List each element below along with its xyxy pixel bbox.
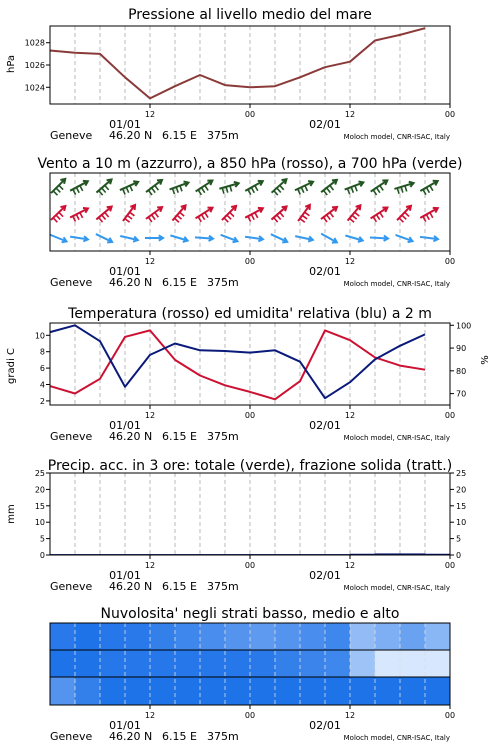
model-credit: Moloch model, CNR-ISAC, Italy bbox=[343, 584, 450, 592]
location-lon: 6.15 E bbox=[162, 129, 197, 142]
location-lat: 46.20 N bbox=[109, 580, 153, 593]
cloud-cell bbox=[275, 677, 301, 705]
wind-gridlines bbox=[75, 173, 425, 251]
cloud-cell bbox=[200, 650, 226, 677]
cloud-cell bbox=[400, 677, 426, 705]
x-tick-label: 00 bbox=[244, 711, 256, 720]
wind-barb bbox=[170, 182, 189, 195]
x-tick-label: 00 bbox=[244, 110, 256, 119]
cloud-panel bbox=[50, 606, 455, 743]
cloud-cell bbox=[350, 650, 376, 677]
precip-frame bbox=[50, 473, 450, 555]
x-tick-label: 00 bbox=[244, 257, 256, 266]
wind-barb-feather bbox=[230, 212, 234, 216]
location-alt: 375m bbox=[207, 430, 239, 443]
wind-barb bbox=[219, 182, 238, 194]
precip-panel bbox=[6, 458, 466, 593]
wind-barb-feather bbox=[125, 219, 130, 223]
y-tick-label: 20 bbox=[456, 485, 467, 495]
cloud-cell bbox=[325, 650, 351, 677]
wind-barb bbox=[420, 208, 437, 222]
wind-barb-feather bbox=[172, 188, 174, 194]
x-tick-label: 12 bbox=[344, 257, 356, 266]
wind-barb-feather bbox=[174, 218, 179, 222]
y-tick-label: 8 bbox=[39, 347, 45, 357]
wind-barb bbox=[370, 236, 388, 241]
pressure-ylabel: hPa bbox=[6, 54, 17, 74]
wind-barb bbox=[394, 182, 413, 194]
wind-barb-feather bbox=[347, 189, 349, 195]
cloud-cell bbox=[300, 623, 326, 650]
wind-barb bbox=[123, 205, 135, 222]
cloud-cell bbox=[400, 650, 426, 677]
cloud-cell bbox=[50, 650, 76, 677]
y-tick-label: 70 bbox=[456, 389, 467, 399]
wind-barb bbox=[295, 236, 313, 241]
wind-barb-feather bbox=[280, 212, 284, 217]
cloud-cell bbox=[250, 623, 276, 650]
wind-barb-feather bbox=[305, 212, 310, 216]
cloud-cell bbox=[375, 623, 401, 650]
wind-barb-feather bbox=[251, 187, 254, 192]
wind-barb bbox=[221, 235, 238, 242]
precip-ylabel: mm bbox=[6, 504, 17, 524]
pressure-yticks bbox=[25, 39, 50, 93]
x-tick-label: 12 bbox=[344, 561, 356, 570]
cloud-cell bbox=[425, 623, 451, 650]
wind-barb-feather bbox=[255, 186, 258, 191]
y-tick-label: 0 bbox=[39, 551, 45, 560]
cloud-heatmap bbox=[50, 623, 451, 705]
wind-barb-feather bbox=[127, 215, 132, 219]
cloud-cell bbox=[225, 623, 251, 650]
y-tick-label: 2 bbox=[39, 396, 45, 406]
location-name: Geneve bbox=[50, 730, 93, 743]
wind-barb bbox=[245, 208, 263, 222]
precip-yticks bbox=[35, 469, 50, 560]
wind-barb bbox=[348, 205, 361, 222]
wind-barb-feather bbox=[130, 186, 132, 191]
wind-barb-feather bbox=[277, 188, 281, 192]
location-lon: 6.15 E bbox=[162, 580, 197, 593]
wind-barb bbox=[271, 234, 287, 242]
date-label: 02/01 bbox=[309, 419, 341, 432]
cloud-cell bbox=[225, 677, 251, 705]
wind-barb bbox=[321, 234, 337, 243]
wind-barb-feather bbox=[397, 188, 399, 194]
wind-barb-feather bbox=[423, 190, 426, 195]
x-tick-label: 12 bbox=[344, 411, 356, 420]
cloud-cell bbox=[350, 677, 376, 705]
precip-title: Precip. acc. in 3 ore: totale (verde), frazione solida (tratt.) bbox=[47, 458, 453, 474]
cloud-cell bbox=[100, 650, 126, 677]
wind-barb-feather bbox=[80, 213, 83, 218]
wind-barb bbox=[397, 206, 411, 222]
wind-barb-feather bbox=[176, 187, 178, 193]
wind-barb-feather bbox=[351, 187, 353, 193]
wind-barb-feather bbox=[350, 218, 355, 222]
wind-barb bbox=[120, 236, 138, 242]
x-tick-label: 00 bbox=[444, 711, 456, 720]
wind-barb-feather bbox=[105, 185, 109, 190]
wind-barb-feather bbox=[205, 212, 208, 217]
wind-barb-feather bbox=[380, 212, 383, 217]
wind-barb bbox=[172, 205, 185, 222]
cloud-cell bbox=[375, 650, 401, 677]
wind-barb-feather bbox=[59, 185, 63, 189]
wind-barb-feather bbox=[105, 212, 109, 217]
wind-barb bbox=[70, 181, 88, 195]
y-tick-label: 5 bbox=[39, 534, 45, 544]
wind-barb-shaft bbox=[172, 205, 185, 220]
y-tick-label: 15 bbox=[34, 501, 45, 511]
wind-barb-feather bbox=[152, 215, 156, 220]
location-lon: 6.15 E bbox=[162, 276, 197, 289]
cloud-cell bbox=[150, 650, 176, 677]
wind-barb-feather bbox=[327, 188, 331, 193]
x-tick-label: 12 bbox=[144, 711, 156, 720]
y-tick-label: 0 bbox=[456, 551, 462, 560]
wind-barb-feather bbox=[76, 214, 79, 219]
wind-barb bbox=[272, 179, 287, 195]
wind-barb-feather bbox=[305, 186, 308, 191]
cloud-cell bbox=[175, 623, 201, 650]
wind-barb-feather bbox=[177, 215, 182, 219]
wind-barb bbox=[70, 236, 88, 241]
wind-barb-feather bbox=[401, 187, 403, 193]
humidity-line bbox=[50, 325, 425, 398]
pressure-xticks bbox=[50, 104, 455, 142]
y-tick-label: 20 bbox=[34, 485, 45, 495]
pressure-title: Pressione al livello medio del mare bbox=[128, 7, 372, 23]
x-tick-label: 12 bbox=[144, 411, 156, 420]
wind-panel bbox=[37, 156, 462, 289]
wind-barb bbox=[321, 180, 337, 195]
wind-barb-feather bbox=[226, 187, 228, 193]
pressure-panel bbox=[6, 7, 455, 142]
cloud-cell bbox=[175, 650, 201, 677]
wind-barb bbox=[345, 181, 364, 194]
cloud-cell bbox=[200, 623, 226, 650]
wind-barb-feather bbox=[56, 215, 60, 219]
wind-barb-feather bbox=[102, 188, 106, 193]
wind-barb-feather bbox=[255, 213, 258, 218]
wind-barb-feather bbox=[330, 212, 334, 217]
model-credit: Moloch model, CNR-ISAC, Italy bbox=[343, 734, 450, 742]
cloud-cell bbox=[400, 623, 426, 650]
wind-xticks bbox=[50, 251, 455, 289]
location-lat: 46.20 N bbox=[109, 276, 153, 289]
date-label: 01/01 bbox=[109, 118, 141, 131]
wind-barb-feather bbox=[224, 218, 228, 222]
pressure-gridlines bbox=[75, 26, 425, 104]
date-label: 01/01 bbox=[109, 569, 141, 582]
cloud-cell bbox=[300, 677, 326, 705]
y-tick-label: 5 bbox=[456, 534, 462, 544]
cloud-cell bbox=[325, 623, 351, 650]
cloud-cell bbox=[275, 650, 301, 677]
wind-barb-feather bbox=[426, 214, 429, 219]
cloud-cell bbox=[425, 677, 451, 705]
cloud-cell bbox=[125, 677, 151, 705]
wind-barbs bbox=[50, 179, 438, 243]
cloud-cell bbox=[125, 623, 151, 650]
location-alt: 375m bbox=[207, 129, 239, 142]
humidity-yticks bbox=[450, 321, 471, 398]
wind-barb-feather bbox=[222, 188, 224, 194]
wind-barb bbox=[298, 205, 310, 222]
precip-xticks bbox=[50, 555, 455, 593]
y-tick-label: 1028 bbox=[24, 38, 45, 48]
y-tick-label: 25 bbox=[456, 469, 467, 478]
wind-barb-feather bbox=[180, 212, 185, 216]
location-name: Geneve bbox=[50, 276, 93, 289]
wind-barb-feather bbox=[426, 188, 429, 193]
wind-barb-feather bbox=[80, 186, 83, 191]
x-tick-label: 00 bbox=[444, 561, 456, 570]
wind-barb bbox=[50, 235, 67, 243]
wind-barb-feather bbox=[251, 214, 254, 219]
wind-barb-feather bbox=[355, 212, 360, 216]
location-alt: 375m bbox=[207, 580, 239, 593]
wind-barb-feather bbox=[53, 218, 57, 222]
wind-barb-feather bbox=[274, 191, 278, 195]
location-lon: 6.15 E bbox=[162, 730, 197, 743]
wind-barb-feather bbox=[76, 187, 79, 192]
y-tick-label: 90 bbox=[456, 344, 467, 354]
cloud-cell bbox=[100, 677, 126, 705]
temperature-yticks bbox=[35, 331, 50, 406]
cloud-cell bbox=[225, 650, 251, 677]
model-credit: Moloch model, CNR-ISAC, Italy bbox=[343, 280, 450, 288]
wind-barb-feather bbox=[302, 215, 307, 219]
date-label: 02/01 bbox=[309, 719, 341, 732]
wind-barb bbox=[420, 181, 437, 195]
x-tick-label: 12 bbox=[144, 561, 156, 570]
wind-barb bbox=[146, 180, 162, 195]
cloud-cell bbox=[50, 677, 76, 705]
cloud-cell bbox=[150, 677, 176, 705]
x-tick-label: 00 bbox=[244, 561, 256, 570]
wind-barb-feather bbox=[205, 185, 208, 190]
wind-barb bbox=[196, 181, 213, 195]
wind-barb-feather bbox=[376, 215, 379, 220]
x-tick-label: 00 bbox=[244, 411, 256, 420]
cloud-cell bbox=[200, 677, 226, 705]
cloud-cell bbox=[350, 623, 376, 650]
wind-barb-feather bbox=[180, 186, 182, 192]
wind-barb bbox=[396, 235, 413, 242]
cloud-cell bbox=[250, 650, 276, 677]
wind-barb bbox=[321, 207, 337, 222]
wind-barb-feather bbox=[402, 215, 406, 219]
cloud-cell bbox=[75, 623, 101, 650]
wind-barb-feather bbox=[399, 218, 403, 222]
wind-title: Vento a 10 m (azzurro), a 850 hPa (rosso), a 700 hPa (verde) bbox=[37, 156, 463, 172]
date-label: 01/01 bbox=[109, 719, 141, 732]
x-tick-label: 00 bbox=[444, 257, 456, 266]
wind-barb-feather bbox=[59, 212, 63, 216]
location-alt: 375m bbox=[207, 276, 239, 289]
wind-barb bbox=[245, 181, 262, 195]
wind-barb-feather bbox=[380, 185, 383, 190]
y-tick-label: 1024 bbox=[24, 83, 45, 93]
y-tick-label: 80 bbox=[456, 366, 467, 376]
y-tick-label: 100 bbox=[456, 321, 472, 331]
cloud-cell bbox=[300, 650, 326, 677]
wind-barb-feather bbox=[300, 219, 305, 223]
wind-barb bbox=[146, 207, 162, 222]
wind-barb bbox=[96, 234, 112, 242]
wind-barb-feather bbox=[405, 212, 409, 216]
y-tick-label: 1026 bbox=[24, 61, 45, 70]
temperature-ylabel: gradi C bbox=[6, 348, 17, 384]
wind-barb bbox=[120, 181, 138, 194]
wind-barb bbox=[145, 235, 163, 240]
cloud-xticks bbox=[50, 705, 455, 743]
cloud-cell bbox=[75, 677, 101, 705]
humidity-ylabel: % bbox=[480, 355, 491, 365]
wind-barb bbox=[345, 236, 362, 242]
cloud-cell bbox=[50, 623, 76, 650]
wind-barb-feather bbox=[152, 188, 156, 193]
temperature-humidity-series bbox=[50, 325, 425, 399]
wind-barb-feather bbox=[405, 186, 407, 192]
cloud-cell bbox=[275, 623, 301, 650]
location-lat: 46.20 N bbox=[109, 129, 153, 142]
wind-barb-feather bbox=[274, 218, 278, 223]
wind-barb-feather bbox=[99, 217, 103, 222]
wind-barb-feather bbox=[130, 212, 135, 216]
x-tick-label: 00 bbox=[444, 110, 456, 119]
location-name: Geneve bbox=[50, 430, 93, 443]
wind-barb bbox=[371, 180, 388, 194]
wind-barb-feather bbox=[301, 187, 304, 192]
wind-barb bbox=[96, 207, 111, 223]
pressure-series bbox=[50, 28, 425, 98]
temperature-xticks bbox=[50, 405, 455, 443]
wind-barb-feather bbox=[230, 186, 232, 192]
date-label: 01/01 bbox=[109, 265, 141, 278]
wind-barb bbox=[195, 236, 213, 241]
wind-barb bbox=[271, 206, 286, 222]
y-tick-label: 6 bbox=[39, 364, 45, 374]
wind-barb-feather bbox=[126, 187, 128, 192]
wind-barb-feather bbox=[155, 212, 159, 217]
wind-barb-feather bbox=[53, 191, 57, 195]
wind-barb-feather bbox=[377, 188, 380, 193]
x-tick-label: 00 bbox=[444, 411, 456, 420]
wind-barb-feather bbox=[430, 186, 433, 191]
location-lon: 6.15 E bbox=[162, 430, 197, 443]
wind-barb-feather bbox=[56, 188, 60, 192]
wind-barb-feather bbox=[155, 185, 159, 190]
wind-barb bbox=[371, 208, 388, 222]
wind-barb bbox=[96, 179, 111, 195]
wind-barb bbox=[51, 179, 65, 195]
x-tick-label: 12 bbox=[344, 711, 356, 720]
wind-barb-feather bbox=[327, 215, 331, 220]
wind-barb bbox=[51, 206, 65, 222]
wind-barb bbox=[295, 181, 313, 194]
wind-barb-feather bbox=[430, 213, 433, 218]
cloud-cell bbox=[125, 650, 151, 677]
precip-gridlines bbox=[75, 473, 425, 555]
pressure-line bbox=[50, 28, 425, 98]
cloud-cell bbox=[150, 623, 176, 650]
cloud-cell bbox=[250, 677, 276, 705]
y-tick-label: 15 bbox=[456, 501, 467, 511]
wind-barb-feather bbox=[277, 215, 281, 220]
temperature-title: Temperatura (rosso) ed umidita' relativa (blu) a 2 m bbox=[68, 306, 432, 322]
date-label: 02/01 bbox=[309, 569, 341, 582]
location-lat: 46.20 N bbox=[109, 430, 153, 443]
model-credit: Moloch model, CNR-ISAC, Italy bbox=[343, 434, 450, 442]
x-tick-label: 12 bbox=[144, 257, 156, 266]
wind-barb bbox=[245, 236, 263, 241]
date-label: 02/01 bbox=[309, 265, 341, 278]
cloud-title: Nuvolosita' negli strati basso, medio e alto bbox=[100, 606, 400, 622]
y-tick-label: 4 bbox=[39, 380, 45, 390]
cloud-cell bbox=[100, 623, 126, 650]
wind-barb-feather bbox=[355, 186, 357, 192]
wind-barb bbox=[420, 236, 438, 241]
temperature-panel bbox=[6, 306, 491, 443]
location-name: Geneve bbox=[50, 129, 93, 142]
wind-barb-feather bbox=[227, 215, 231, 219]
y-tick-label: 10 bbox=[34, 518, 45, 528]
wind-barb-feather bbox=[99, 191, 103, 196]
wind-barb-feather bbox=[102, 215, 106, 220]
wind-barb-feather bbox=[330, 185, 334, 190]
wind-barb bbox=[222, 206, 236, 222]
model-credit: Moloch model, CNR-ISAC, Italy bbox=[343, 133, 450, 141]
date-label: 01/01 bbox=[109, 419, 141, 432]
x-tick-label: 12 bbox=[144, 110, 156, 119]
y-tick-label: 10 bbox=[34, 331, 45, 341]
wind-barb bbox=[70, 208, 88, 222]
date-label: 02/01 bbox=[309, 118, 341, 131]
cloud-cell bbox=[75, 650, 101, 677]
location-name: Geneve bbox=[50, 580, 93, 593]
wind-barb bbox=[196, 208, 213, 222]
cloud-cell bbox=[175, 677, 201, 705]
y-tick-label: 10 bbox=[456, 518, 467, 528]
wind-barb bbox=[170, 235, 187, 242]
wind-barb-feather bbox=[352, 215, 357, 219]
wind-barb-feather bbox=[280, 185, 284, 189]
wind-barb-feather bbox=[201, 188, 204, 193]
precip-yticks-right bbox=[450, 469, 466, 560]
cloud-cell bbox=[325, 677, 351, 705]
cloud-cell bbox=[425, 650, 451, 677]
x-tick-label: 12 bbox=[344, 110, 356, 119]
location-lat: 46.20 N bbox=[109, 730, 153, 743]
wind-barb-feather bbox=[201, 215, 204, 220]
location-alt: 375m bbox=[207, 730, 239, 743]
y-tick-label: 25 bbox=[34, 469, 45, 478]
cloud-cell bbox=[375, 677, 401, 705]
